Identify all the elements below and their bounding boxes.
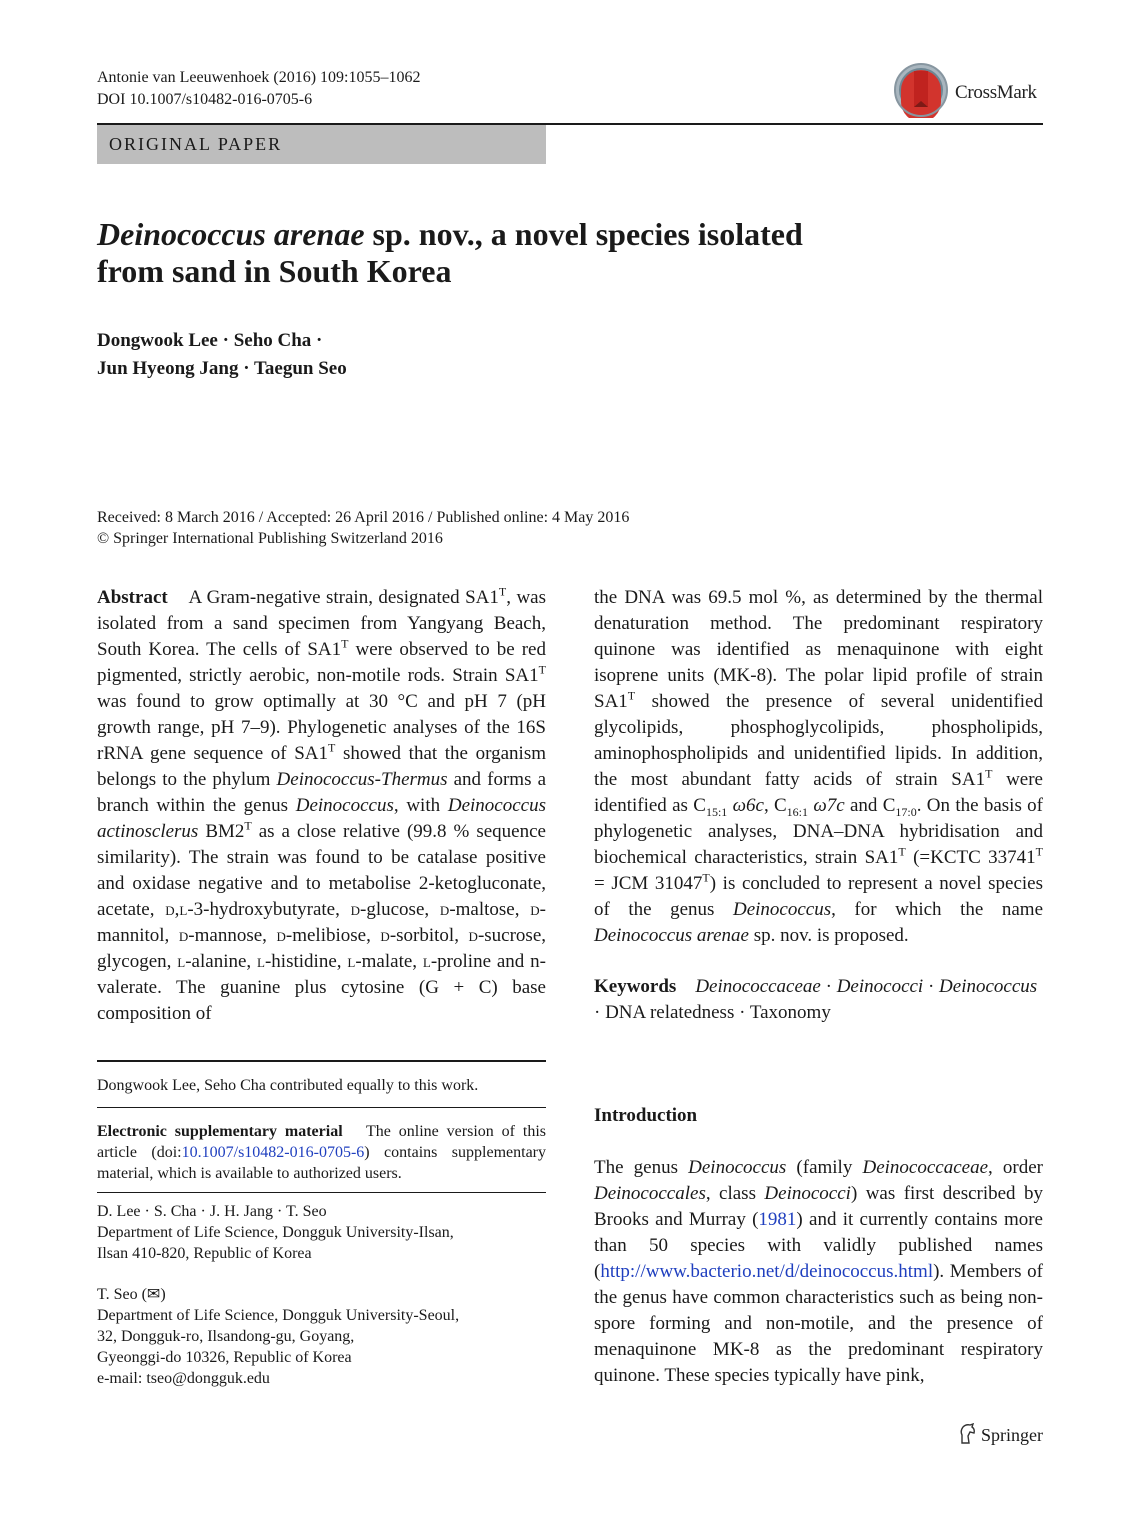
abstract-right-column bbox=[594, 585, 1043, 949]
keyword-separator: · bbox=[820, 976, 837, 997]
stereo-prefix: d bbox=[468, 925, 478, 946]
abstract-text: ) is concluded to represent a novel species of the genus bbox=[594, 873, 1043, 920]
type-strain-mark: T bbox=[538, 662, 546, 677]
keyword: DNA relatedness bbox=[605, 1002, 735, 1023]
affiliation-line: Department of Life Science, Dongguk University-Ilsan, bbox=[97, 1224, 454, 1241]
authors-line-2: Jun Hyeong Jang · Taegun Seo bbox=[97, 358, 347, 379]
esm-text: ) contains supplementary material, which is available to authorized users. bbox=[97, 1144, 546, 1182]
abstract-text: Deinococcus bbox=[733, 899, 832, 920]
article-doi: DOI 10.1007/s10482-016-0705-6 bbox=[97, 91, 313, 108]
esm-label: Electronic supplementary material bbox=[97, 1123, 343, 1140]
title-species: Deinococcus arenae bbox=[97, 216, 365, 252]
abstract-text: and C bbox=[844, 795, 896, 816]
intro-text: ) and it currently contains more than 50 species with validly published names ( bbox=[594, 1209, 1043, 1282]
abstract-text: . On the basis of phylogenetic analyses, DNA–DNA hybridisation and biochemical characteristics, strain SA1 bbox=[594, 795, 1043, 868]
abstract-relative-species: Deinococcus actinosclerus bbox=[97, 795, 546, 842]
keyword: Taxonomy bbox=[749, 1002, 831, 1023]
keywords bbox=[594, 974, 1043, 1026]
type-strain-mark: T bbox=[244, 818, 252, 833]
fatty-acid-subscript: 16:1 bbox=[786, 804, 809, 819]
intro-taxon: Deinococcales bbox=[594, 1183, 706, 1204]
type-strain-mark: T bbox=[1035, 844, 1043, 859]
intro-text: The genus bbox=[594, 1157, 689, 1178]
section-heading-introduction: Introduction bbox=[594, 1105, 698, 1126]
stereo-prefix: d bbox=[350, 899, 361, 920]
stereo-prefix: d bbox=[530, 899, 540, 920]
affiliation-line: Department of Life Science, Dongguk University-Seoul, bbox=[97, 1307, 460, 1324]
abstract-text: , for which the name bbox=[831, 899, 1043, 920]
fatty-acid-subscript: 15:1 bbox=[705, 804, 728, 819]
esm-doi-link[interactable]: 10.1007/s10482-016-0705-6 bbox=[181, 1144, 365, 1161]
introduction-text bbox=[594, 1155, 1043, 1389]
type-strain-mark: T bbox=[985, 766, 993, 781]
abstract-text: Deinococcus arenae bbox=[594, 925, 749, 946]
abstract-text: -malate, bbox=[355, 951, 423, 972]
type-strain-mark: T bbox=[498, 584, 507, 599]
category-label: ORIGINAL PAPER bbox=[109, 134, 283, 154]
abstract-text: -maltose, bbox=[449, 899, 531, 920]
abstract-text: sp. nov. is proposed. bbox=[748, 925, 909, 946]
abstract-text: and forms a branch within the genus bbox=[97, 769, 546, 816]
category-banner bbox=[97, 125, 546, 164]
abstract-text: showed the presence of several unidentified glycolipids, phosphoglycolipids, phospholipids, aminophospholipids and unidentified lipids. In addition, the most abundant fatty acids of strain SA1 bbox=[594, 691, 1043, 790]
stereo-prefix: d bbox=[276, 925, 286, 946]
copyright-line: © Springer International Publishing Switzerland 2016 bbox=[97, 530, 443, 547]
abstract-text: A Gram-negative strain, designated SA1 bbox=[188, 587, 499, 608]
keyword: Deinococci bbox=[836, 976, 924, 997]
type-strain-mark: T bbox=[627, 688, 636, 703]
keywords-label: Keywords bbox=[594, 976, 677, 997]
intro-taxon: Deinococcus bbox=[688, 1157, 787, 1178]
fatty-acid-subscript: 17:0 bbox=[895, 804, 917, 819]
abstract-text: were observed to be red pigmented, strictly aerobic, non-motile rods. Strain SA1 bbox=[97, 639, 546, 686]
journal-citation: Antonie van Leeuwenhoek (2016) 109:1055–1062 bbox=[97, 69, 421, 86]
intro-text: (family bbox=[786, 1157, 863, 1178]
supplementary-note bbox=[97, 1121, 546, 1184]
abstract-genus: Deinococcus bbox=[295, 795, 394, 816]
title-line2: from sand in South Korea bbox=[97, 253, 452, 289]
crossmark-label: CrossMark bbox=[955, 82, 1037, 103]
stereo-prefix: l bbox=[347, 951, 356, 972]
abstract-text: was found to grow optimally at 30 °C and pH 7 (pH growth range, pH 7–9). Phylogenetic analyses of the 16S rRNA gene sequence of SA1 bbox=[97, 691, 546, 764]
abstract-text: BM2 bbox=[198, 821, 245, 842]
stereo-prefix: d,l bbox=[165, 899, 188, 920]
corresponding-author: T. Seo (✉) bbox=[97, 1286, 166, 1303]
intro-text: , class bbox=[705, 1183, 765, 1204]
stereo-prefix: d bbox=[439, 899, 450, 920]
type-strain-mark: T bbox=[702, 870, 710, 885]
stereo-prefix: d bbox=[380, 925, 390, 946]
abstract-label: Abstract bbox=[97, 587, 168, 608]
bacterio-url-link[interactable]: http://www.bacterio.net/d/deinococcus.html bbox=[600, 1261, 934, 1282]
footnote-rule bbox=[97, 1107, 546, 1108]
abstract-text: -glucose, bbox=[360, 899, 440, 920]
stereo-prefix: l bbox=[177, 951, 186, 972]
title-line1-rest: sp. nov., a novel species isolated bbox=[364, 216, 803, 252]
keyword-separator: · bbox=[734, 1002, 750, 1023]
abstract-text: -proline and n-valerate. The guanine plus cytosine (G + C) base composition of bbox=[97, 951, 546, 1024]
springer-label: Springer bbox=[981, 1425, 1043, 1445]
type-strain-mark: T bbox=[898, 844, 906, 859]
affiliation-authors: D. Lee · S. Cha · J. H. Jang · T. Seo bbox=[97, 1203, 327, 1220]
esm-text: The online version of this article (doi: bbox=[97, 1123, 546, 1161]
intro-taxon: Deinococcaceae bbox=[862, 1157, 989, 1178]
authors-line-1: Dongwook Lee · Seho Cha · bbox=[97, 330, 323, 351]
intro-text: ). Members of the genus have common characteristics such as being non-spore forming and non-motile, and the presence of menaquinone MK-8 as the predominant respiratory quinone. These species typically have pink, bbox=[594, 1261, 1043, 1386]
abstract-phylum: Deinococcus-Thermus bbox=[276, 769, 448, 790]
intro-text: , order bbox=[988, 1157, 1043, 1178]
abstract-text: as a close relative (99.8 % sequence similarity). The strain was found to be catalase positive and oxidase negative and to metabolise 2-ketogluconate, acetate, bbox=[97, 821, 546, 920]
abstract-text: , with bbox=[393, 795, 448, 816]
abstract-text: -melibiose, bbox=[285, 925, 381, 946]
keyword-separator: · bbox=[594, 1002, 606, 1023]
abstract-text: , was isolated from a sand specimen from Yangyang Beach, South Korea. The cells of SA1 bbox=[97, 587, 546, 660]
intro-text: ) was first described by Brooks and Murray ( bbox=[594, 1183, 1043, 1230]
crossmark-badge[interactable] bbox=[893, 62, 1043, 118]
publication-dates bbox=[97, 507, 629, 549]
abstract-text: -histidine, bbox=[264, 951, 348, 972]
abstract-text: ω7c bbox=[808, 795, 845, 816]
abstract-text: -mannose, bbox=[188, 925, 277, 946]
equal-contribution-note: Dongwook Lee, Seho Cha contributed equally to this work. bbox=[97, 1077, 479, 1094]
abstract-text: the DNA was 69.5 mol %, as determined by the thermal denaturation method. The predominant respiratory quinone was identified as menaquinone with eight isoprene units (MK-8). The polar lipid profile of strain SA1 bbox=[594, 587, 1043, 712]
type-strain-mark: T bbox=[328, 740, 336, 755]
corresponding-email[interactable]: e-mail: tseo@dongguk.edu bbox=[97, 1370, 270, 1387]
keyword: Deinococcus bbox=[939, 976, 1038, 997]
abstract-text: showed that the organism belongs to the phylum bbox=[97, 743, 546, 790]
springer-footer-logo bbox=[957, 1423, 1043, 1446]
affiliation-line: Gyeonggi-do 10326, Republic of Korea bbox=[97, 1349, 352, 1366]
stereo-prefix: l bbox=[422, 951, 431, 972]
abstract-text: -mannitol, bbox=[97, 899, 546, 946]
abstract-text: -alanine, bbox=[185, 951, 258, 972]
abstract-text: were identified as C bbox=[594, 769, 1043, 816]
keyword: Deinococcaceae bbox=[695, 976, 821, 997]
abstract-text: -sucrose, glycogen, bbox=[97, 925, 546, 972]
dates-line: Received: 8 March 2016 / Accepted: 26 April 2016 / Published online: 4 May 2016 bbox=[97, 509, 630, 526]
footnote-rule bbox=[97, 1060, 546, 1062]
stereo-prefix: d bbox=[178, 925, 189, 946]
abstract-text: , C bbox=[763, 795, 787, 816]
author-list bbox=[97, 327, 347, 383]
affiliation-ilsan bbox=[97, 1201, 546, 1264]
abstract-text: -3-hydroxybutyrate, bbox=[187, 899, 351, 920]
crossmark-icon bbox=[893, 62, 949, 118]
abstract-text: (=KCTC 33741 bbox=[905, 847, 1036, 868]
affiliation-line: Ilsan 410-820, Republic of Korea bbox=[97, 1245, 312, 1262]
abstract-text: ω6c bbox=[727, 795, 764, 816]
citation-link[interactable]: 1981 bbox=[758, 1209, 797, 1230]
abstract-left-column bbox=[97, 585, 546, 1027]
abstract-text: -sorbitol, bbox=[389, 925, 469, 946]
keyword-separator: · bbox=[923, 976, 940, 997]
intro-taxon: Deinococci bbox=[764, 1183, 851, 1204]
stereo-prefix: l bbox=[257, 951, 265, 972]
springer-horse-icon bbox=[957, 1423, 977, 1445]
affiliation-line: 32, Dongguk-ro, Ilsandong-gu, Goyang, bbox=[97, 1328, 355, 1345]
paper-title bbox=[97, 216, 897, 290]
type-strain-mark: T bbox=[341, 636, 349, 651]
abstract-text: = JCM 31047 bbox=[594, 873, 703, 894]
footnote-rule bbox=[97, 1192, 546, 1193]
affiliation-seoul bbox=[97, 1284, 546, 1389]
